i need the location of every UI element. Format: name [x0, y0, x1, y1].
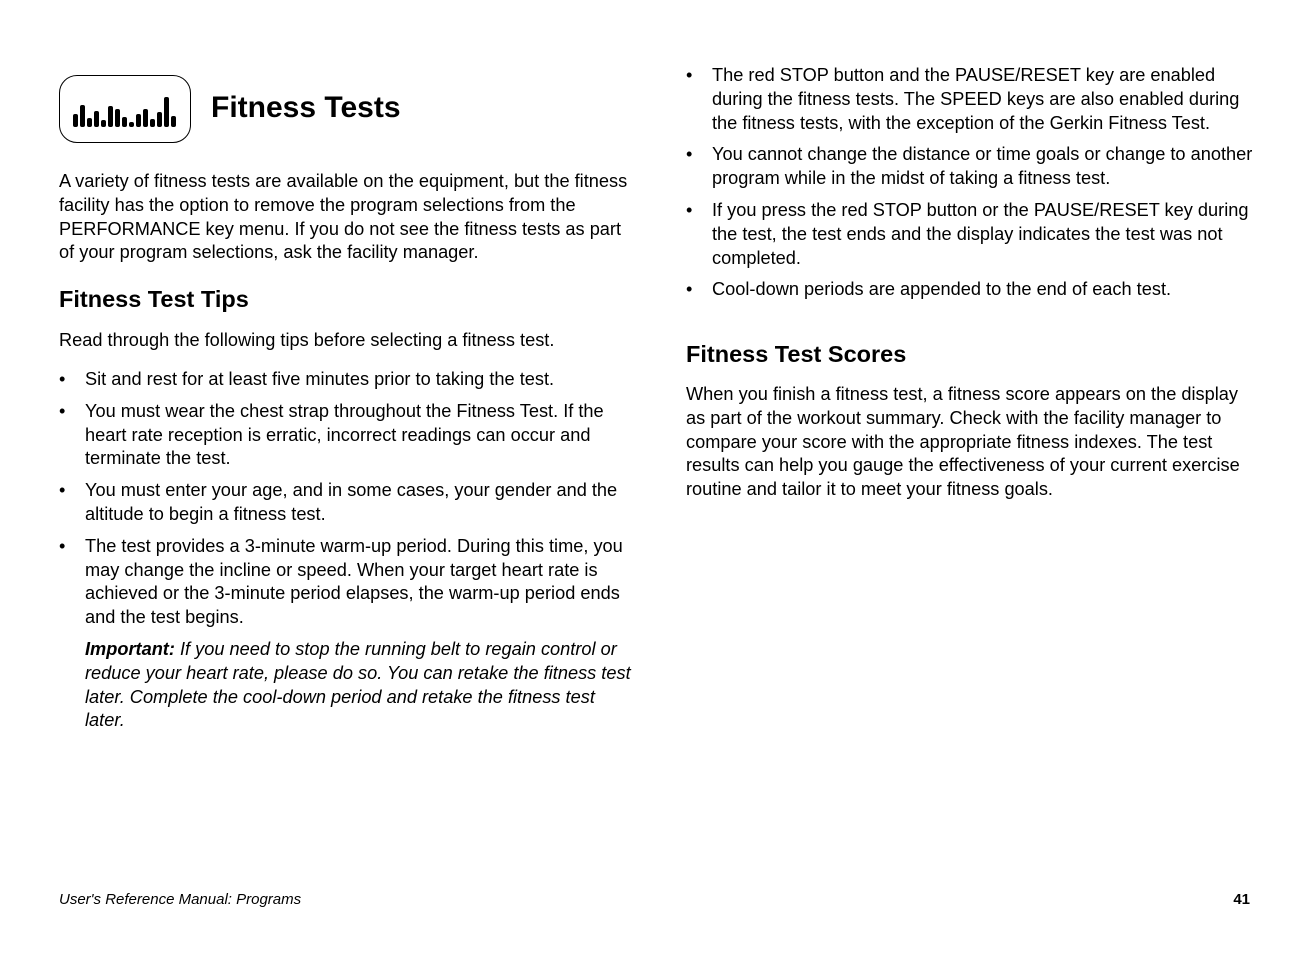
list-item-text: You must enter your age, and in some cases, your gender and the altitude to begin a fitness test. [85, 480, 618, 524]
important-note [59, 638, 634, 733]
bullet-icon: • [59, 535, 66, 556]
list-item [686, 143, 1256, 191]
list-item-text: The test provides a 3-minute warm-up period. During this time, you may change the incline or speed. When your target heart rate is achieved or the 3-minute period elapses, the warm-up period ends and the test begins. [85, 535, 623, 628]
bullet-icon: • [686, 144, 693, 165]
tips-list [59, 368, 634, 638]
list-item-text: Sit and rest for at least five minutes prior to taking the test. [85, 369, 555, 389]
page-title: Fitness Tests [211, 91, 401, 124]
list-item-text: The red STOP button and the PAUSE/RESET key are enabled during the fitness tests. The SPEED keys are also enabled during the fitness tests, with the exception of the Gerkin Fitness Test. [712, 65, 1240, 133]
list-item [686, 64, 1256, 135]
list-item-text: You cannot change the distance or time goals or change to another program while in the midst of taking a fitness test. [712, 144, 1253, 189]
list-item [59, 400, 634, 471]
bullet-icon: • [686, 279, 693, 300]
bullet-icon: • [59, 369, 66, 389]
important-text: If you need to stop the running belt to regain control or reduce your heart rate, please do so. You can retake the fitness test later. Complete the cool-down period and retake the fitness test later. [85, 639, 631, 731]
fitness-test-bar-graph-icon [59, 75, 191, 143]
bullet-icon: • [59, 480, 66, 501]
tips-list-continued [686, 64, 1256, 310]
page-number: 41 [1233, 891, 1250, 908]
bullet-icon: • [686, 65, 693, 85]
list-item [686, 199, 1256, 270]
list-item-text: You must wear the chest strap throughout the Fitness Test. If the heart rate reception is erratic, incorrect readings can occur and terminate the test. [85, 400, 604, 469]
title-block [59, 75, 634, 145]
tips-heading: Fitness Test Tips [59, 286, 249, 312]
list-item-text: If you press the red STOP button or the PAUSE/RESET key during the test, the test ends and the display indicates the test was not completed. [712, 199, 1249, 268]
list-item [59, 535, 634, 630]
list-item [59, 479, 634, 527]
bullet-icon: • [686, 199, 693, 220]
list-item [59, 368, 634, 392]
scores-heading: Fitness Test Scores [686, 341, 907, 367]
important-label: Important: [85, 639, 175, 659]
tips-lead: Read through the following tips before selecting a fitness test. [59, 330, 555, 350]
footer-manual-title: User's Reference Manual: Programs [59, 891, 302, 908]
scores-paragraph: When you finish a fitness test, a fitness score appears on the display as part of the workout summary. Check with the facility manager to compare your score with the appropriate fitness indexes. The test results can help you gauge the effectiveness of your current exercise routine and tailor it to meet your fitness goals. [686, 384, 1240, 500]
list-item [686, 278, 1256, 302]
list-item-text: Cool-down periods are appended to the end of each test. [712, 279, 1172, 300]
bullet-icon: • [59, 400, 66, 421]
intro-paragraph: A variety of fitness tests are available on the equipment, but the fitness facility has the option to remove the program selections from the PERFORMANCE key menu. If you do not see the fitness tests as part of your program selections, ask the facility manager. [59, 171, 628, 263]
